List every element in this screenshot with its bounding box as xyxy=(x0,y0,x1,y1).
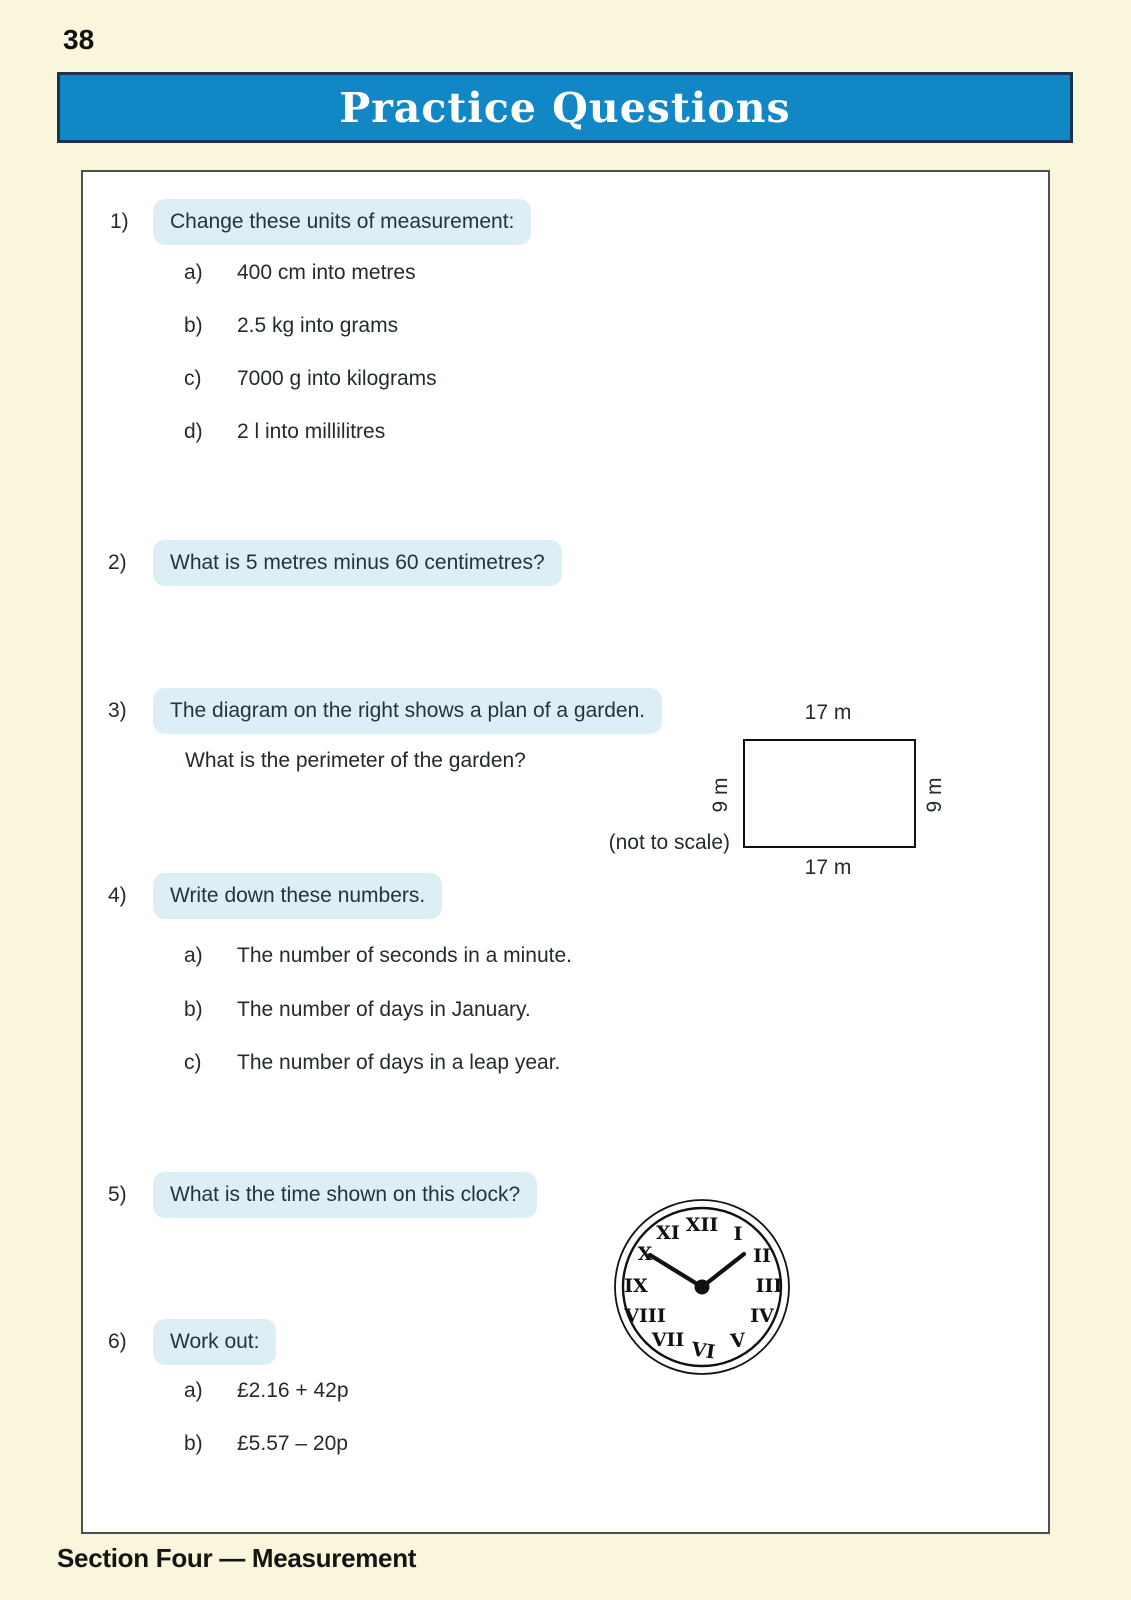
question-6-number: 6) xyxy=(108,1330,127,1353)
question-1d-text: 2 l into millilitres xyxy=(237,420,386,443)
question-2-number: 2) xyxy=(108,551,127,574)
question-6a-label: a) xyxy=(184,1379,203,1402)
question-1-prompt: Change these units of measurement: xyxy=(153,199,531,245)
question-6b-text: £5.57 – 20p xyxy=(237,1432,348,1455)
question-1b-text: 2.5 kg into grams xyxy=(237,314,399,337)
clock-numeral-6: VI xyxy=(689,1338,717,1364)
clock-hub xyxy=(695,1280,710,1295)
clock-numeral-4: IV xyxy=(750,1305,774,1327)
question-2-prompt: What is 5 metres minus 60 centimetres? xyxy=(153,540,562,586)
question-3-subquestion: What is the perimeter of the garden? xyxy=(185,749,526,772)
garden-bottom-dimension: 17 m xyxy=(804,856,852,879)
clock xyxy=(612,1197,792,1377)
garden-right-dimension: 9 m xyxy=(923,777,946,813)
question-4b-label: b) xyxy=(184,998,203,1021)
question-4b-text: The number of days in January. xyxy=(237,998,531,1021)
question-1 xyxy=(153,199,531,245)
clock-numeral-7: VII xyxy=(651,1329,685,1351)
clock-numeral-5: V xyxy=(729,1329,747,1353)
clock-numeral-8: VIII xyxy=(624,1305,666,1327)
question-5 xyxy=(153,1172,537,1218)
garden-left-dimension: 9 m xyxy=(709,777,732,813)
question-1c-label: c) xyxy=(184,367,202,390)
question-1a-label: a) xyxy=(184,261,203,284)
question-4a-text: The number of seconds in a minute. xyxy=(237,944,573,967)
clock-numeral-2: II xyxy=(753,1245,771,1267)
practice-questions-banner xyxy=(57,72,1073,143)
question-2 xyxy=(153,540,562,586)
question-3-prompt: The diagram on the right shows a plan of a garden. xyxy=(153,688,662,734)
question-4 xyxy=(153,873,442,919)
clock-face xyxy=(612,1197,792,1377)
question-3 xyxy=(153,688,662,734)
clock-numeral-3: III xyxy=(755,1275,783,1297)
question-3-number: 3) xyxy=(108,699,127,722)
clock-numeral-11: XI xyxy=(656,1222,680,1244)
clock-numeral-9: IX xyxy=(624,1275,648,1297)
page-number: 38 xyxy=(63,24,95,55)
question-4a-label: a) xyxy=(184,944,203,967)
garden-plan-rectangle xyxy=(743,739,916,848)
section-footer: Section Four — Measurement xyxy=(57,1543,417,1573)
question-6-prompt: Work out: xyxy=(153,1319,276,1365)
banner-title: Practice Questions xyxy=(339,83,791,132)
question-1a-text: 400 cm into metres xyxy=(237,261,416,284)
not-to-scale-note: (not to scale) xyxy=(608,831,730,854)
question-1d-label: d) xyxy=(184,420,203,443)
question-4-prompt: Write down these numbers. xyxy=(153,873,442,919)
question-4-number: 4) xyxy=(108,884,127,907)
question-5-prompt: What is the time shown on this clock? xyxy=(153,1172,537,1218)
question-4c-text: The number of days in a leap year. xyxy=(237,1051,561,1074)
question-1c-text: 7000 g into kilograms xyxy=(237,367,437,390)
question-1-number: 1) xyxy=(110,210,129,233)
clock-numeral-1: I xyxy=(733,1223,743,1245)
clock-numeral-10: X xyxy=(637,1243,653,1265)
question-6a-text: £2.16 + 42p xyxy=(237,1379,349,1402)
question-1b-label: b) xyxy=(184,314,203,337)
question-5-number: 5) xyxy=(108,1183,127,1206)
question-6b-label: b) xyxy=(184,1432,203,1455)
clock-numeral-12: XII xyxy=(685,1214,719,1236)
question-6 xyxy=(153,1319,276,1365)
garden-top-dimension: 17 m xyxy=(804,701,852,724)
question-4c-label: c) xyxy=(184,1051,202,1074)
